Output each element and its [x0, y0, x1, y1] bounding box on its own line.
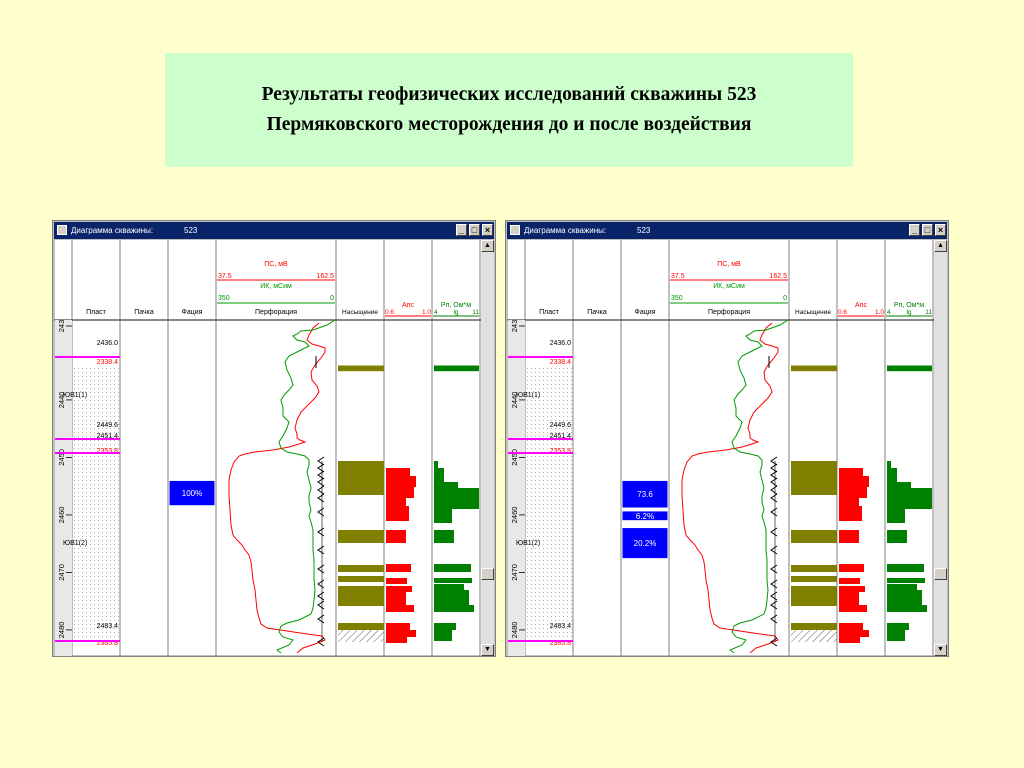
slide-title-line-1: Результаты геофизических исследований скважины 523: [261, 84, 757, 105]
depth-tick-label: 2470: [510, 564, 519, 581]
aps-scale-label: Апс: [855, 302, 867, 309]
depth-label: 2451.4: [549, 433, 571, 440]
depth-tick-label: 2440: [57, 391, 66, 409]
aps-bar: [386, 605, 414, 612]
aps-scale-min: 0.6: [838, 309, 848, 316]
aps-scale-max: 1.0: [421, 309, 431, 316]
rp-bar: [887, 509, 905, 523]
maximize-icon[interactable]: □: [469, 224, 480, 236]
rp-bar: [887, 630, 905, 641]
saturation-bar: [791, 586, 837, 606]
depth-label: 2449.6: [96, 422, 118, 429]
minimize-icon[interactable]: _: [456, 224, 467, 236]
rp-bar: [434, 482, 458, 488]
aps-bar: [839, 592, 859, 605]
column-header-facies: Фация: [181, 309, 203, 316]
rp-scale-label: Рп, Ом*м: [893, 302, 925, 309]
minimize-icon[interactable]: _: [909, 224, 920, 236]
aps-bar: [839, 487, 867, 498]
rp-bar: [887, 482, 911, 488]
ik-scale-label: ИК, мСим: [260, 283, 292, 290]
column-header-plast: Пласт: [86, 309, 106, 316]
ik-scale-max: 0: [330, 295, 334, 302]
depth-label: 2436.0: [549, 340, 571, 347]
well-number: 523: [637, 226, 651, 235]
depth-label: 2338.4: [549, 359, 571, 366]
ik-scale-label: ИК, мСим: [713, 283, 745, 290]
rp-scale-mid: lg: [453, 309, 459, 316]
aps-bar: [839, 498, 859, 506]
rp-bar: [887, 366, 932, 372]
rp-bar: [434, 468, 444, 482]
depth-label: 2451.4: [96, 433, 118, 440]
close-icon[interactable]: ×: [482, 224, 493, 236]
rp-scale-max: 11: [472, 309, 479, 316]
column-header-plast: Пласт: [539, 309, 559, 316]
rp-bar: [434, 590, 469, 605]
aps-bar: [839, 506, 862, 521]
aps-bar: [839, 530, 859, 543]
rp-bar: [887, 605, 927, 612]
rp-bar: [434, 605, 474, 612]
formation-label: ЮВ1(2): [516, 540, 541, 547]
aps-bar: [386, 586, 412, 592]
scroll-up-icon[interactable]: ▲: [934, 240, 947, 252]
aps-bar: [839, 476, 869, 487]
formation-label: ЮВ1(1): [63, 392, 88, 399]
depth-tick-label: 243: [57, 319, 66, 333]
well-log-chart: [54, 240, 482, 656]
rp-bar: [434, 488, 479, 509]
aps-bar: [386, 637, 407, 643]
ps-scale-label: ПС, мВ: [717, 261, 741, 268]
rp-scale-min: 4: [434, 309, 438, 316]
aps-bar: [386, 530, 406, 543]
saturation-bar: [338, 530, 384, 543]
depth-label: 2385.8: [549, 640, 571, 647]
saturation-bar: [338, 565, 384, 572]
app-icon: [57, 225, 67, 235]
saturation-bar: [338, 461, 384, 495]
aps-scale-max: 1.0: [874, 309, 884, 316]
rp-bar: [434, 530, 454, 543]
aps-scale-min: 0.6: [385, 309, 395, 316]
rp-bar: [887, 590, 922, 605]
depth-label: 2385.8: [96, 640, 118, 647]
ps-scale-min: 37.5: [218, 273, 232, 280]
depth-label: 2436.0: [96, 340, 118, 347]
rp-scale-max: 11: [925, 309, 932, 316]
depth-track: [508, 320, 525, 656]
rp-bar: [434, 509, 452, 523]
rp-bar: [434, 623, 456, 630]
plast-lithology-fill: [526, 452, 572, 642]
window-title: Диаграмма скважины:: [71, 226, 154, 235]
aps-bar: [839, 630, 869, 637]
aps-bar: [386, 578, 407, 584]
window-title: Диаграмма скважины:: [524, 226, 607, 235]
vertical-scrollbar[interactable]: [934, 240, 947, 656]
scroll-down-icon[interactable]: ▼: [934, 644, 947, 656]
column-header-perforation: Перфорация: [708, 309, 750, 316]
depth-tick-label: 2460: [57, 506, 66, 524]
close-icon[interactable]: ×: [935, 224, 946, 236]
scroll-up-icon[interactable]: ▲: [481, 240, 494, 252]
ik-scale-min: 350: [671, 295, 683, 302]
saturation-bar: [338, 586, 384, 606]
ps-scale-min: 37.5: [671, 273, 685, 280]
depth-tick-label: 2480: [57, 621, 66, 639]
saturation-bar: [791, 461, 837, 495]
column-header-pachka: Пачка: [134, 309, 154, 316]
depth-label: 2449.6: [549, 422, 571, 429]
ik-scale-max: 0: [783, 295, 787, 302]
rp-bar: [887, 488, 932, 509]
depth-tick-label: 2480: [510, 621, 519, 639]
aps-bar: [386, 630, 416, 637]
window-titlebar[interactable]: [54, 222, 494, 239]
column-header-saturation: Насыщение: [342, 309, 378, 316]
depth-label: 2483.4: [549, 623, 571, 630]
saturation-bar: [338, 576, 384, 582]
aps-bar: [839, 468, 863, 476]
aps-bar: [386, 498, 406, 506]
depth-tick-label: 2470: [57, 564, 66, 581]
slide-title-line-2: Пермяковского месторождения до и после воздействия: [266, 114, 752, 135]
depth-tick-label: 243: [510, 319, 519, 333]
title-box: [165, 53, 853, 167]
rp-bar: [434, 461, 438, 468]
ps-scale-max: 162.5: [769, 273, 787, 280]
slide-title: [262, 80, 757, 140]
saturation-bar: [338, 623, 384, 630]
aps-bar: [839, 578, 860, 584]
depth-label: 2353.8: [96, 448, 118, 455]
saturation-hatch: [338, 630, 384, 642]
well-number: 523: [184, 226, 198, 235]
scroll-thumb[interactable]: [934, 568, 947, 580]
aps-bar: [839, 586, 865, 592]
aps-bar: [839, 623, 863, 630]
column-header-facies: Фация: [634, 309, 656, 316]
rp-scale-mid: lg: [906, 309, 912, 316]
formation-label: ЮВ1(1): [516, 392, 541, 399]
facies-label: 20.2%: [633, 539, 657, 549]
aps-bar: [386, 623, 410, 630]
facies-label: 73.6: [637, 490, 653, 500]
saturation-hatch: [791, 630, 837, 642]
saturation-bar: [791, 530, 837, 543]
ik-scale-min: 350: [218, 295, 230, 302]
depth-tick-label: 2450: [57, 449, 66, 466]
rp-bar: [434, 564, 471, 572]
rp-scale-min: 4: [887, 309, 891, 316]
rp-bar: [887, 564, 924, 572]
scroll-thumb[interactable]: [481, 568, 494, 580]
saturation-bar: [791, 565, 837, 572]
aps-scale-label: Апс: [402, 302, 414, 309]
vertical-scrollbar[interactable]: [481, 240, 494, 656]
ps-scale-label: ПС, мВ: [264, 261, 288, 268]
rp-bar: [434, 630, 452, 641]
well-diagram-window-before[interactable]: [52, 220, 496, 657]
column-header-saturation: Насыщение: [795, 309, 831, 316]
depth-tick-label: 2450: [510, 449, 519, 466]
rp-bar: [887, 530, 907, 543]
depth-label: 2353.8: [549, 448, 571, 455]
facies-label: 6.2%: [635, 511, 655, 521]
saturation-bar: [338, 366, 384, 372]
depth-tick-label: 2440: [510, 391, 519, 409]
ps-scale-max: 162.5: [316, 273, 334, 280]
aps-bar: [839, 564, 864, 572]
rp-bar: [434, 584, 464, 590]
rp-bar: [434, 578, 472, 583]
saturation-bar: [791, 576, 837, 582]
aps-bar: [386, 476, 416, 487]
formation-label: ЮВ1(2): [63, 540, 88, 547]
scroll-down-icon[interactable]: ▼: [481, 644, 494, 656]
depth-tick-label: 2460: [510, 506, 519, 524]
facies-label: 100%: [181, 489, 203, 499]
aps-bar: [839, 637, 860, 643]
rp-scale-label: Рп, Ом*м: [440, 302, 472, 309]
aps-bar: [386, 564, 411, 572]
maximize-icon[interactable]: □: [922, 224, 933, 236]
plast-lithology-fill: [73, 452, 119, 642]
saturation-bar: [791, 366, 837, 372]
aps-bar: [386, 592, 406, 605]
rp-bar: [887, 584, 917, 590]
rp-bar: [887, 578, 925, 583]
saturation-bar: [791, 623, 837, 630]
aps-bar: [839, 605, 867, 612]
app-icon: [510, 225, 520, 235]
rp-bar: [434, 366, 479, 372]
aps-bar: [386, 506, 409, 521]
rp-bar: [887, 623, 909, 630]
rp-bar: [887, 468, 897, 482]
window-titlebar[interactable]: [507, 222, 947, 239]
aps-bar: [386, 468, 410, 476]
column-header-pachka: Пачка: [587, 309, 607, 316]
well-log-chart: [507, 240, 935, 656]
well-diagram-window-after[interactable]: [505, 220, 949, 657]
depth-label: 2483.4: [96, 623, 118, 630]
aps-bar: [386, 487, 414, 498]
depth-label: 2338.4: [96, 359, 118, 366]
column-header-perforation: Перфорация: [255, 309, 297, 316]
rp-bar: [887, 461, 891, 468]
depth-track: [55, 320, 72, 656]
